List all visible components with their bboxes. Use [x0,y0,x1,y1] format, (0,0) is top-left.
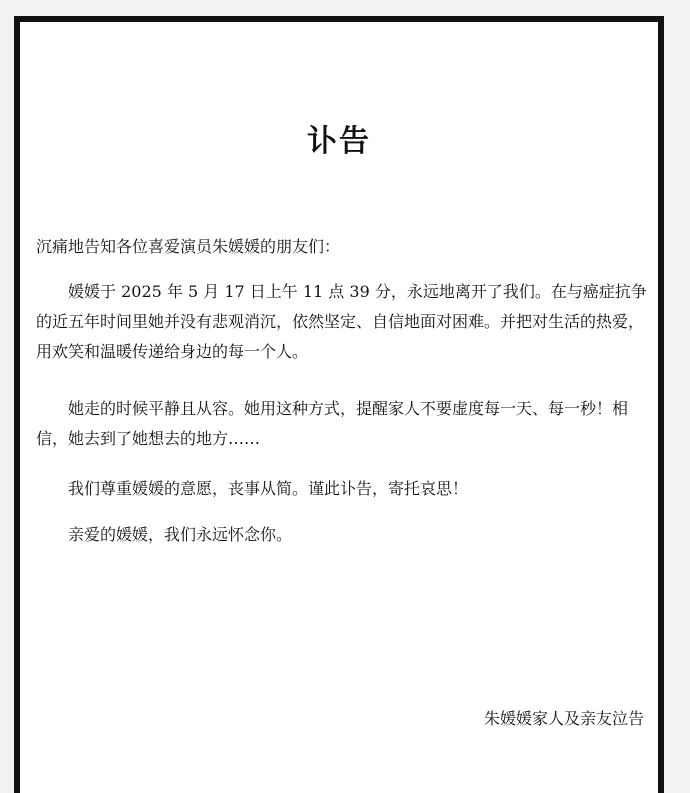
paragraph-3: 我们尊重媛媛的意愿，丧事从简。谨此讣告，寄托哀思！ [68,479,469,498]
obituary-sheet [14,16,664,793]
document-title: 讣告 [307,124,371,159]
salutation: 沉痛地告知各位喜爱演员朱媛媛的朋友们： [36,237,341,256]
signature: 朱媛媛家人及亲友泣告 [483,709,644,728]
paragraph-4: 亲爱的媛媛，我们永远怀念你。 [68,525,293,544]
paragraph-2: 她走的时候平静且从容。她用这种方式，提醒家人不要虚度每一天、每一秒！相信，她去到了她想去的地方…… [36,399,629,448]
paragraph-1: 媛媛于 2025 年 5 月 17 日上午 11 点 39 分，永远地离开了我们。在与癌症抗争的近五年时间里她并没有悲观消沉，依然坚定、自信地面对困难。并把对生活的热爱，用欢笑和温暖传递给身边的每一个人。 [36,282,647,361]
